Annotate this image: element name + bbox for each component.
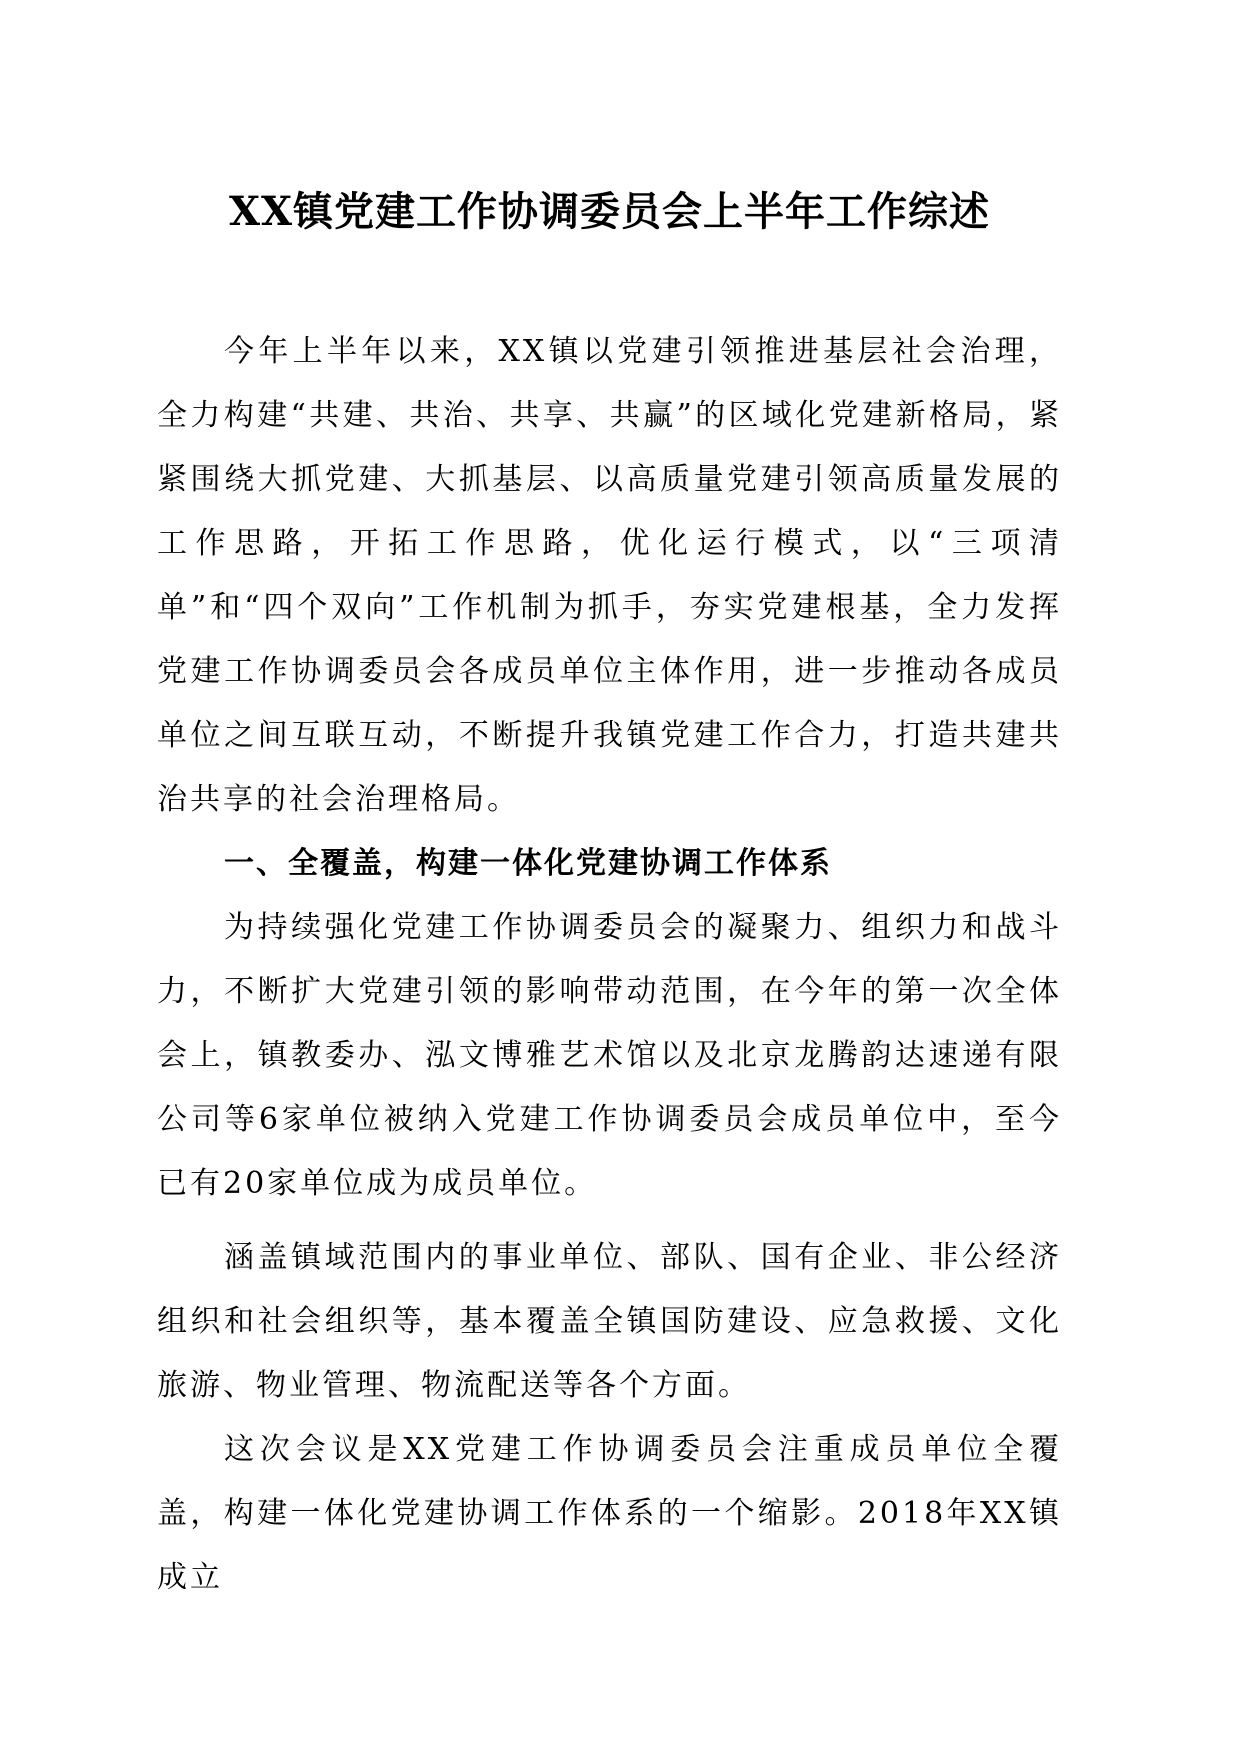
document-title: XX镇党建工作协调委员会上半年工作综述 [228,188,991,235]
body-paragraph: 这次会议是XX党建工作协调委员会注重成员单位全覆盖，构建一体化党建协调工作体系的一个缩影。2018年XX镇成立 [157,1432,1062,1595]
section-heading: 一、全覆盖，构建一体化党建协调工作体系 [224,846,832,881]
intro-paragraph: 今年上半年以来，XX镇以党建引领推进基层社会治理，全力构建“共建、共治、共享、共赢”的区域化党建新格局，紧紧围绕大抓党建、大抓基层、以高质量党建引领高质量发展的工作思路，开拓工作思路，优化运行模式，以“三项清单”和“四个双向”工作机制为抓手，夯实党建根基，全力发挥党建工作协调委员会各成员单位主体作用，进一步推动各成员单位之间互联互动，不断提升我镇党建工作合力，打造共建共治共享的社会治理格局。 [157,334,1062,817]
body-paragraph: 为持续强化党建工作协调委员会的凝聚力、组织力和战斗力，不断扩大党建引领的影响带动范围，在今年的第一次全体会上，镇教委办、泓文博雅艺术馆以及北京龙腾韵达速递有限公司等6家单位被纳入党建工作协调委员会成员单位中，至今已有20家单位成为成员单位。 [157,910,1062,1201]
document-body [157,320,1062,1610]
body-paragraph: 涵盖镇域范围内的事业单位、部队、国有企业、非公经济组织和社会组织等，基本覆盖全镇国防建设、应急救援、文化旅游、物业管理、物流配送等各个方面。 [157,1240,1062,1403]
